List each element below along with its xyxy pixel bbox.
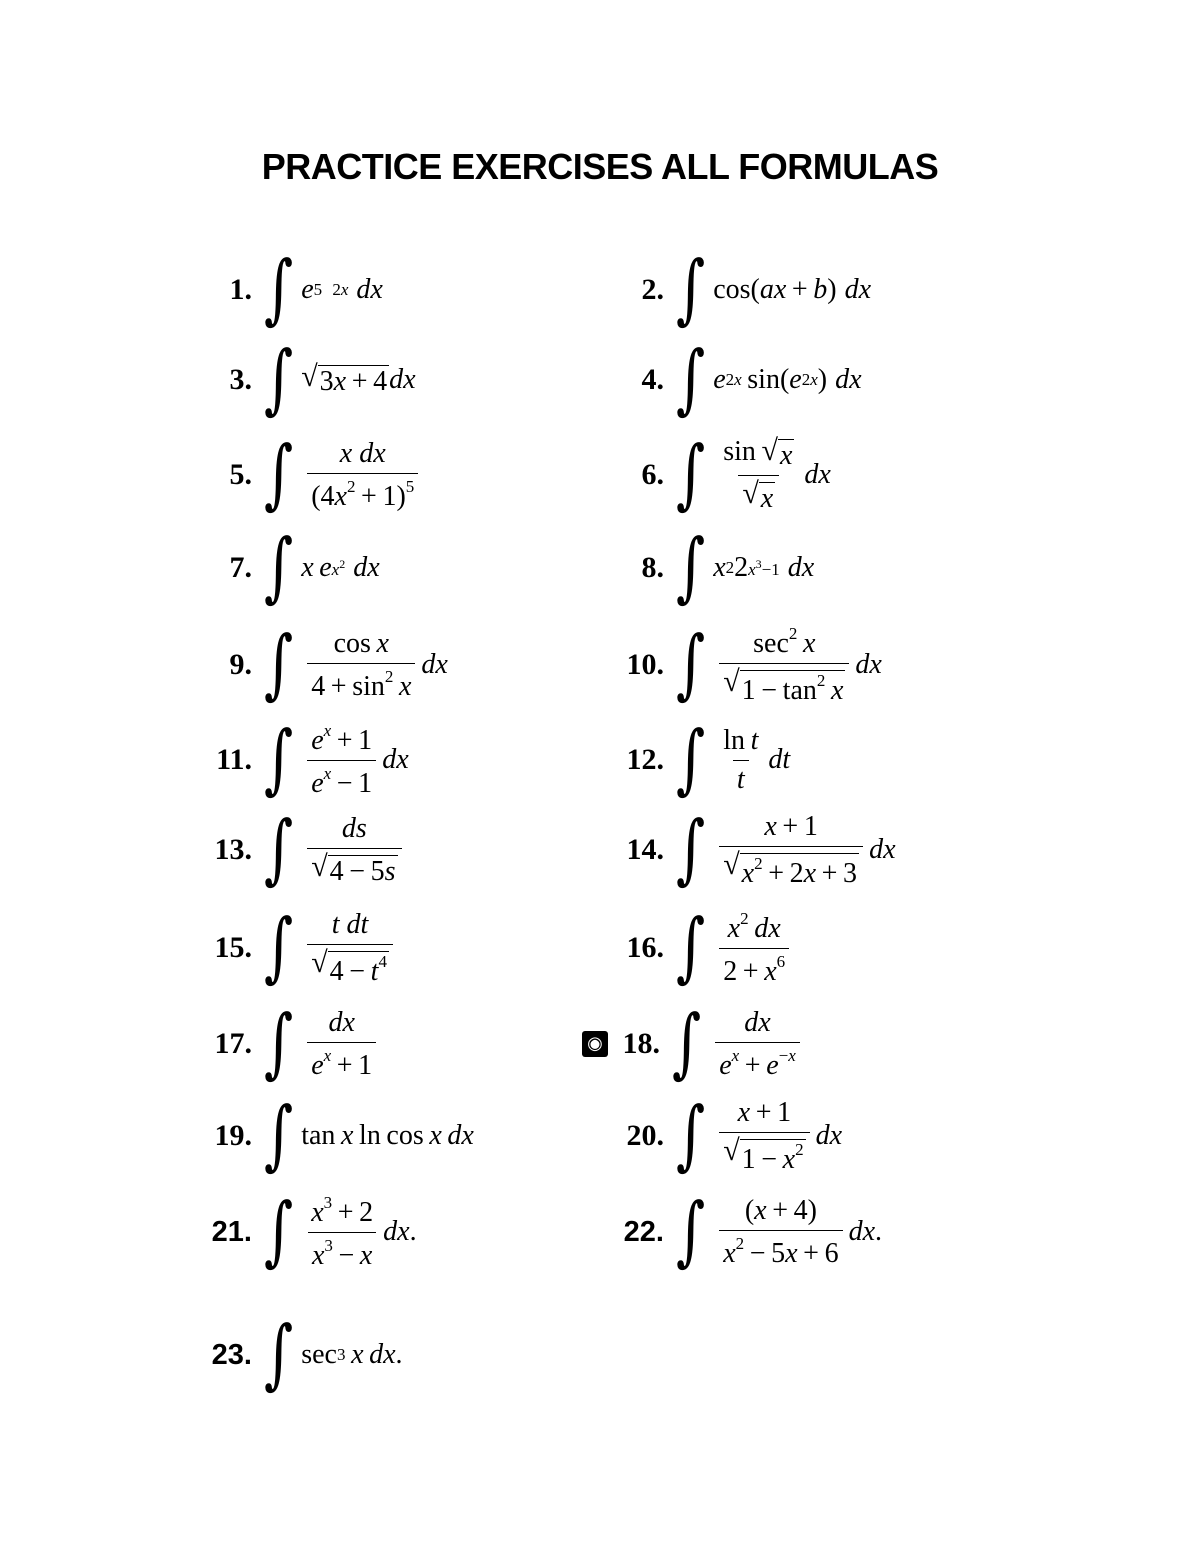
exercise-number: 8. [641,551,664,584]
integral-sign: ∫ [676,523,706,612]
integrand: $\frac{(x + 4)}{x^2 - 5x + 6}$ dx . [713,1195,882,1270]
exercise-number: 5. [229,458,252,491]
integral-sign: ∫ [264,620,294,709]
integral-sign: ∫ [676,903,706,992]
exercise-10 [608,615,882,715]
exercise-6 [608,425,831,525]
exercise-number: 7. [229,551,252,584]
integrand: $\frac{\text{cos x}}{4 + \sin^2 x}$ dx [301,628,448,703]
integrand: x + 1 √ $1 - x^2$ dx [713,1097,842,1176]
cd-rom-icon: ◉ [582,1031,608,1057]
integrand: e 5 2x dx [301,274,383,305]
integrand: $\frac{e^x + 1}{e^x - 1}$ dx [301,721,408,800]
exercise-number: 23. [211,1338,252,1371]
integrand: t dt √ $4 - t^4$ [301,909,399,988]
exercise-number: 13. [214,833,252,866]
exercise-15 [196,898,399,998]
page-title: PRACTICE EXERCISES ALL FORMULAS [261,146,939,187]
exercise-20 [608,1086,842,1186]
integrand: x e $x^2$ dx [301,552,380,583]
integral-sign: ∫ [264,1187,294,1276]
integrand: e 2x sin( e 2x ) dx [713,364,862,395]
exercise-number: 16. [626,931,664,964]
exercise-number: 20. [626,1119,664,1152]
exercise-number: 2. [641,273,664,306]
exercise-11 [196,710,409,810]
exercise-number: 15. [214,931,252,964]
integrand: $\frac{\text{x dx}}{(4x^2 + 1)^5}$ [301,438,424,513]
exercise-22 [608,1182,882,1282]
integral-sign: ∫ [264,999,294,1088]
integral-sign: ∫ [676,1187,706,1276]
exercise-number: 11. [216,743,252,776]
exercise-4 [608,330,862,430]
exercise-5 [196,425,424,525]
exercise-9 [196,615,448,715]
integrand: √ 3x + 4 dx [301,360,416,397]
exercise-17 [196,994,382,1094]
integral-sign: ∫ [676,335,706,424]
integral-sign: ∫ [264,715,294,804]
exercise-number: 19. [214,1119,252,1152]
exercise-1 [196,240,383,340]
integral-sign: ∫ [676,805,706,894]
integral-sign: ∫ [672,999,702,1088]
exercise-21 [196,1182,417,1282]
exercise-number: 9. [229,648,252,681]
integral-sign: ∫ [264,245,294,334]
exercise-3 [196,330,416,430]
integral-sign: ∫ [676,715,706,804]
integrand: $\frac{x^3 + 2}{x^3 - x}$ dx . [301,1193,416,1272]
exercise-number: 14. [626,833,664,866]
integral-sign: ∫ [676,430,706,519]
integral-sign: ∫ [264,430,294,519]
integrand: x 2 2 $x^3-1$ dx [713,552,815,583]
exercise-14 [608,800,896,900]
exercise-number: 12. [626,743,664,776]
integral-sign: ∫ [264,805,294,894]
exercise-23 [196,1305,403,1405]
integrand: $\sec^2 x$ √ $1 - \tan^2 x$ dx [713,624,882,707]
exercise-18 [582,994,806,1094]
integral-sign: ∫ [264,903,294,992]
integrand: $\frac{dx}{e^x + e^{-x}}$ [709,1007,806,1082]
integral-sign: ∫ [676,245,706,334]
exercise-number: 3. [229,363,252,396]
exercise-number: 18. [622,1027,660,1060]
integrand: $\frac{x^2 dx}{2 + x^6}$ [713,909,795,988]
integrand: x + 1 √ $x^2 + 2x + 3$ dx [713,811,895,890]
exercise-16 [608,898,795,998]
exercise-number: 1. [229,273,252,306]
integrand: $\frac{\text{ln t}}{t}$ dt [723,724,791,795]
exercise-12 [608,710,790,810]
integrand: $\frac{dx}{e^x + 1}$ [301,1007,382,1082]
integrand: sin √ x √ x dx [723,433,831,514]
exercise-13 [196,800,408,900]
integral-sign: ∫ [264,1310,294,1399]
exercise-8 [608,518,814,618]
integral-sign: ∫ [676,620,706,709]
exercise-19 [196,1086,474,1186]
integral-sign: ∫ [264,335,294,424]
exercise-number: 6. [641,458,664,491]
exercise-number: 10. [626,648,664,681]
integrand: sec 3 x dx . [301,1339,403,1370]
integrand: ds √ 4 − 5s [301,813,407,888]
exercise-2 [608,240,871,340]
exercise-number: 22. [623,1215,664,1248]
integral-sign: ∫ [264,523,294,612]
exercise-number: 4. [641,363,664,396]
integrand: tan x ln cos x dx [301,1120,474,1151]
integral-sign: ∫ [676,1091,706,1180]
exercise-number: 21. [211,1215,252,1248]
exercise-7 [196,518,380,618]
exercise-number: 17. [214,1027,252,1060]
integral-sign: ∫ [264,1091,294,1180]
integrand: cos( ax + b ) dx [713,274,872,305]
